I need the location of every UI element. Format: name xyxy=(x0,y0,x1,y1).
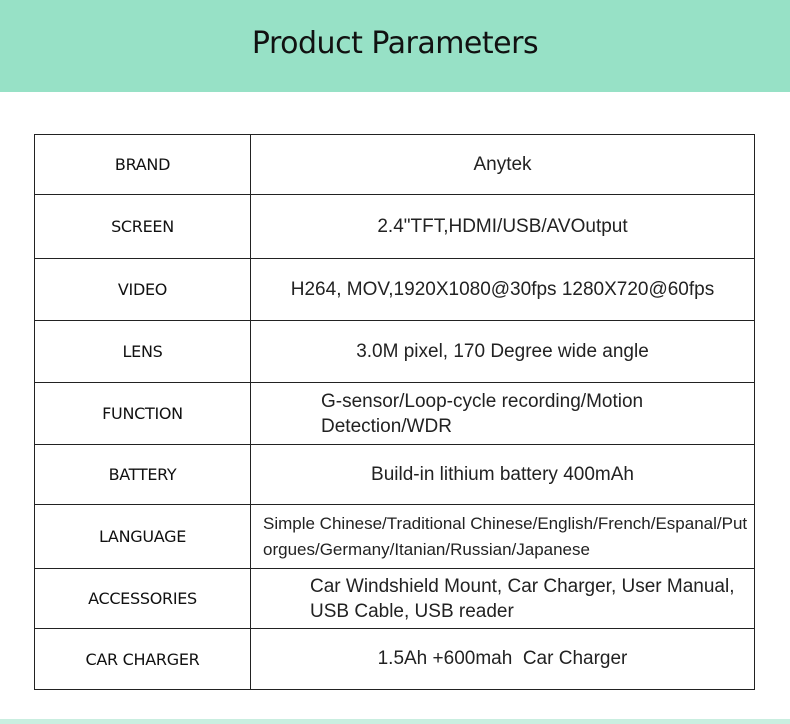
page-title: Product Parameters xyxy=(251,26,539,61)
param-label-screen: SCREEN xyxy=(35,195,251,259)
param-label-battery: BATTERY xyxy=(35,445,251,505)
param-label-car-charger: CAR CHARGER xyxy=(35,629,251,690)
footer-divider xyxy=(0,719,790,724)
header-banner xyxy=(0,0,790,92)
param-value-battery: Build-in lithium battery 400mAh xyxy=(251,445,755,505)
param-label-video: VIDEO xyxy=(35,259,251,321)
table-row xyxy=(35,195,755,259)
parameters-table xyxy=(34,134,755,690)
param-label-brand: BRAND xyxy=(35,135,251,195)
param-value-screen: 2.4"TFT,HDMI/USB/AVOutput xyxy=(251,195,755,259)
param-value-lens: 3.0M pixel, 170 Degree wide angle xyxy=(251,321,755,383)
table-row xyxy=(35,321,755,383)
param-label-lens: LENS xyxy=(35,321,251,383)
param-label-language: LANGUAGE xyxy=(35,505,251,569)
table-row xyxy=(35,259,755,321)
param-value-brand: Anytek xyxy=(251,135,755,195)
table-row xyxy=(35,505,755,569)
param-value-video: H264, MOV,1920X1080@30fps 1280X720@60fps xyxy=(251,259,755,321)
param-value-language: Simple Chinese/Traditional Chinese/English/French/Espanal/Putorgues/Germany/Itanian/Russian/Japanese xyxy=(251,505,755,569)
table-row xyxy=(35,629,755,690)
table-row xyxy=(35,135,755,195)
table-row xyxy=(35,445,755,505)
table-row xyxy=(35,569,755,629)
param-value-accessories: Car Windshield Mount, Car Charger, User Manual, USB Cable, USB reader xyxy=(251,569,755,629)
param-value-car-charger: 1.5Ah +600mah Car Charger xyxy=(251,629,755,690)
param-label-accessories: ACCESSORIES xyxy=(35,569,251,629)
param-value-function: G-sensor/Loop-cycle recording/Motion Detection/WDR xyxy=(251,383,755,445)
table-row xyxy=(35,383,755,445)
param-label-function: FUNCTION xyxy=(35,383,251,445)
